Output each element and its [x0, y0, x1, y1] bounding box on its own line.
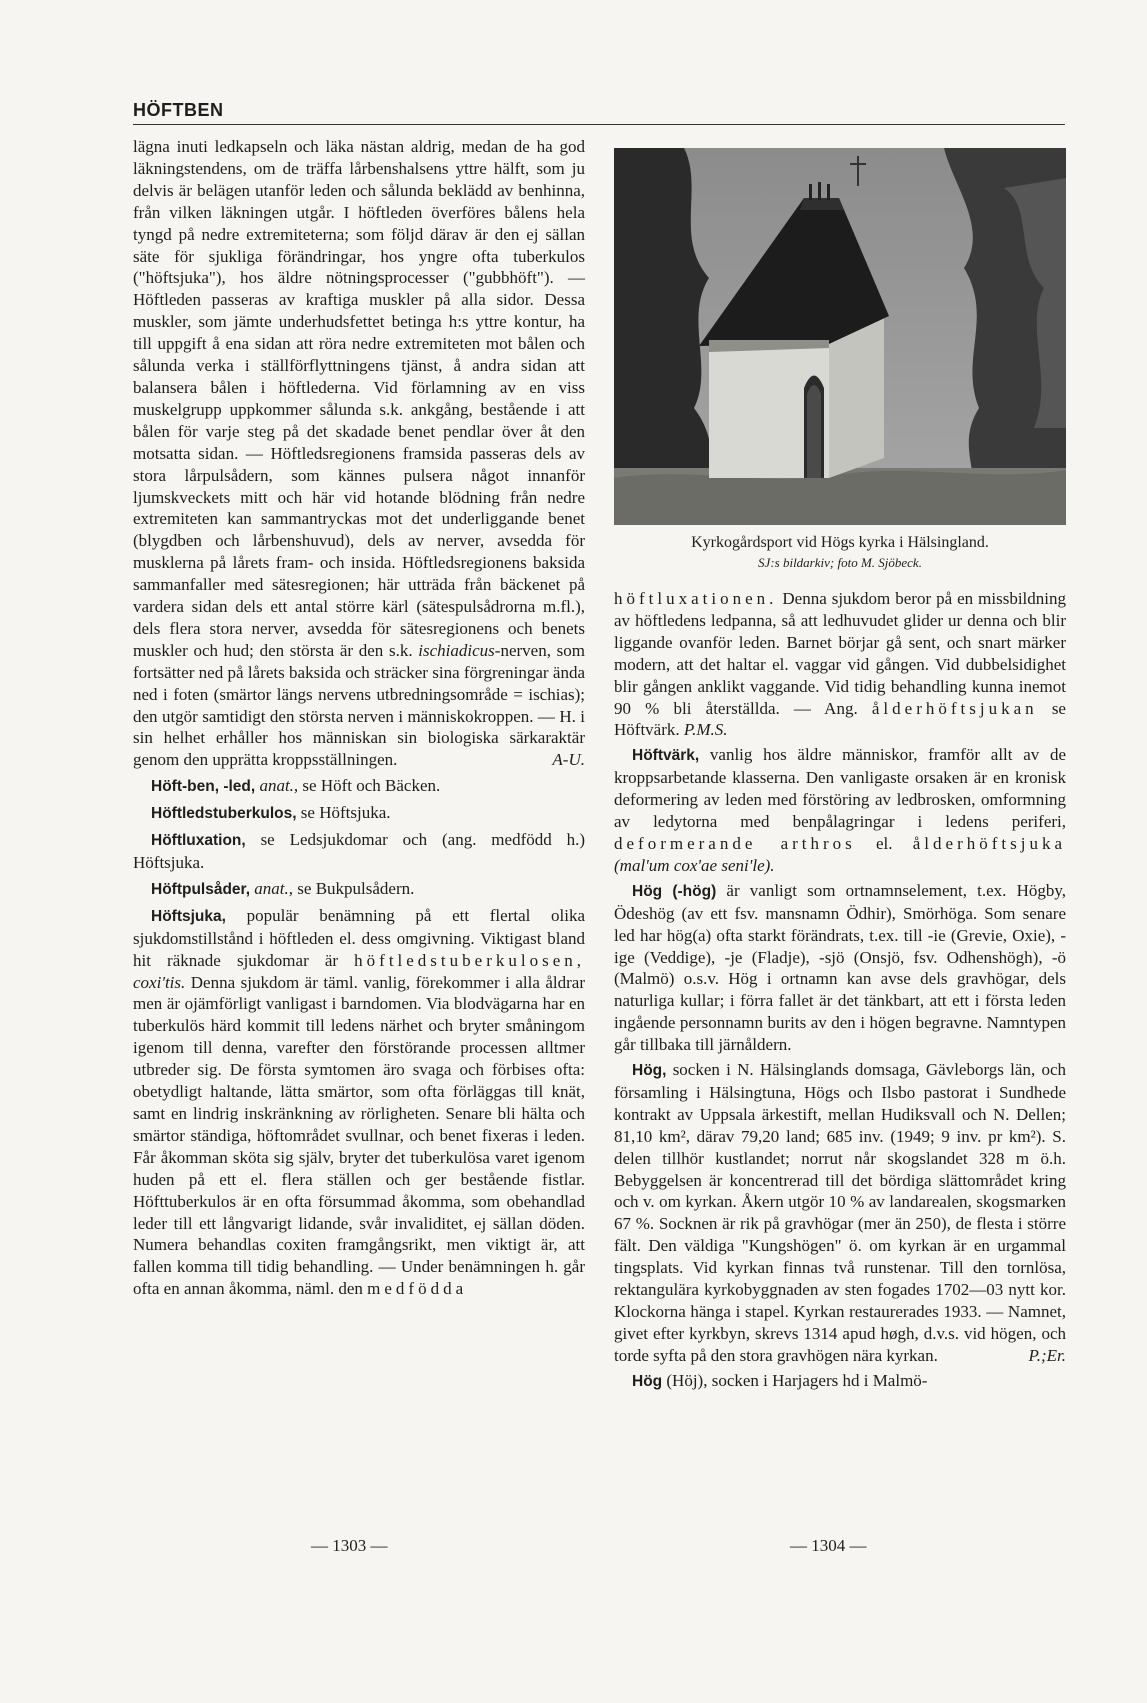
entry-text: se Bukpulsådern.: [293, 878, 415, 898]
entry-headword: Höft-ben, -led,: [151, 778, 256, 796]
entry-text: el.: [855, 833, 913, 853]
entry-headword: Höftvärk,: [632, 747, 700, 765]
entry-headword: Höftsjuka,: [151, 907, 226, 925]
entry-hoftsjuka: [133, 905, 585, 1300]
author-signature: P.;Er.: [1028, 1345, 1066, 1365]
entry-text: Denna sjukdom är täml. vanlig, förekommer i alla åldrar men är ojämförligt vanligast i barndomen. Via blodvägarna har en tuberkulös härd kommit till ledens närhet och bryter småningom igenom till denna, varefter den förstörande processen alltmer utbreder sig. De första symtomen äro svaga och förbises ofta: obetydligt haltande, lätta smärtor, som ofta förläggas till knät, samt en lindrig inskränkning av rörligheten. Senare bli hälta och smärtor ständiga, höftområdet svullnar, och benet fixeras i leden. Får åkomman sköta sig själv, bryter det tuberkulösa varet igenom huden på ett el. flera ställen och ger bestående fistlar. Höfttuberkulos är en ofta försummad åkomma, som obehandlad leder till ett långvarigt lidande, svår invaliditet, ej sällan döden. Numera behandlas coxiten framgångsrikt, men viktigt är, att fallen komma till tidig behandling. — Under benämningen h. går ofta en annan åkomma, näml. den: [133, 972, 585, 1299]
spaced-term: deformerande arthros: [614, 833, 856, 853]
entry-hoftvark: [614, 744, 1066, 876]
roof-ridge: [800, 198, 844, 210]
text-run: Denna sjukdom beror på en missbildning av höftledens ledpanna, så att ledhuvudet glider ur denna och blir liggande ovanför leden. Barnet börjar gå sent, och snart märker modern, att det haltar el. vaggar vid gången. Vid dubbelsidighet blir gången anklikt vaggande. Vid tidig behandling kunna inemot 90 % bli återställda. — Ang.: [614, 589, 1066, 718]
page-number-right: — 1304 —: [790, 1536, 867, 1555]
entry-abbreviation: anat.,: [259, 776, 299, 796]
spaced-term: höftledstuberkulosen,: [354, 950, 585, 970]
entry-headword: Hög: [632, 1372, 663, 1390]
running-head: HÖFTBEN: [133, 100, 224, 120]
paragraph-hoftluxation: [614, 588, 1066, 741]
entry-text: se Höft och Bäcken.: [298, 776, 441, 796]
entry-text: se Ledsjukdomar och (ang. medfödd h.) Höftsjuka.: [133, 830, 585, 872]
text-run: se Höftvärk.: [614, 698, 1066, 740]
italic-term: (mal'um cox'ae seni'le).: [614, 855, 775, 875]
spaced-term: medfödda: [367, 1279, 468, 1299]
photo-illustration: [614, 148, 1066, 525]
text-run: -nerven, som fortsätter ned på lårets baksida och sträcker sina förgreningar ända ned i foten (smärtor längs nervens utbredningsområde = ischias); den utgör samtidigt den största nerven i människokroppen. — H. i sin helhet erhåller hos människan sin biologiska särkaraktär genom den upprätta kroppsställningen.: [133, 640, 585, 770]
entry-headword: Hög,: [632, 1062, 667, 1080]
gate-doorway-inner: [807, 385, 821, 478]
entry-hog-malmo: [614, 1370, 1066, 1393]
header-rule: [133, 124, 1065, 125]
ridge-ornament: [827, 184, 830, 200]
spaced-term: ålderhöftsjuka: [912, 833, 1066, 853]
author-signature: P.M.S.: [683, 720, 728, 740]
text-run: lägna inuti ledkapseln och läka nästan aldrig, medan de ha god läkningstendens, om de träffa lårbenshalsens yttre hälft, som ju delvis är belägen utanför leden och sålunda beklädd av benhinna, från vilken läkningen utgår. I höftleden överföres bålens hela tyngd på nedre extremiteterna; som följd därav är den ej sällan säte för sjukliga förändringar, hos yngre ofta tuberkulos ("höftsjuka"), hos äldre nötningsprocesser ("gubbhöft"). — Höftleden passeras av kraftiga muskler på alla sidor. Dessa muskler, som jämte underhudsfettet betinga h:s yttre kontur, ha till uppgift å ena sidan att röra nedre extremiteten mot bålen och sålunda verka i ställförflyttningens tjänst, å andra sidan att balansera bålen i höftlederna. Vid förlamning av en viss muskelgrupp uppkommer sålunda s.k. ankgång, bestående i att bålen för varje steg på det skadade benet pendlar över åt den motsatta sidan. — Höftledsregionens framsida passeras dels av stora lårpulsådern, som kännes pulsera något innanför ljumskveckets mitt och här vid hotande blödning från nedre extremiteten kan sammantryckas mot det underliggande benet (blygdben och lårbenshuvud), dels av nerver, avsedda för musklerna på lårets fram- och insida. Höftledsregionens baksida sammanfaller med sätesregionen; här utträda från bäckenet på vardera sidan dels ett antal större kärl (sätespulsådrorna m.fl.), dels flera stora nerver, avsedda för sätesregionens och benets muskler och hud; den största är den s.k.: [133, 137, 585, 660]
entry-headword: Höftpulsåder,: [151, 880, 251, 898]
entry-text: se Höftsjuka.: [296, 803, 391, 823]
entry-hog-halsingland: [614, 1059, 1066, 1367]
entry-abbreviation: anat.,: [254, 878, 294, 898]
author-signature: A-U.: [552, 750, 585, 770]
paragraph-hip-anatomy: [133, 136, 585, 771]
entry-headword: Höftluxation,: [151, 832, 246, 850]
entry-headword: Höftledstuberkulos,: [151, 805, 297, 823]
italic-term: ischiadicus: [418, 640, 495, 660]
entry-hog-element: [614, 880, 1066, 1056]
photo-credit: SJ:s bildarkiv; foto M. Sjöbeck.: [758, 555, 922, 570]
entry-headword: Hög (-hög): [632, 882, 717, 900]
grass: [614, 470, 1066, 525]
italic-term: coxi'tis.: [133, 972, 186, 992]
church-gate-photo: [614, 148, 1066, 525]
ridge-ornament: [809, 184, 812, 200]
entry-text: socken i N. Hälsinglands domsaga, Gävleborgs län, och församling i Hälsingtuna, Högs och Ilsbo pastorat i Sundhede kontrakt av Uppsala ärkestift, mellan Hudiksvall och N. Dellen; 81,10 km², därav 79,20 land; 685 inv. (1949; 9 inv. pr km²). S. delen tillhör kustlandet; norrut når skogslandet 328 m ö.h. Bebyggelsen är koncentrerad till det bördiga slättområdet kring och v. om kyrkan. Åkern utgör 10 % av landarealen, skogsmarken 67 %. Socknen är rik på gravhögar (mer än 250), de flesta i större fält. Den väldiga "Kungshögen" ö. om kyrkan är en urgammal tingsplats. Vid kyrkan finnas två runstenar. Till den tornlösa, rektangulära kyrkobyggnaden av sten fogades 1702—03 nytt kor. Klockorna hänga i stapel. Kyrkan restaurerades 1933. — Namnet, givet efter kyrkbyn, skrevs 1314 apud høgh, d.v.s. vid högen, och torde syfta på den stora gravhögen nära kyrkan.: [614, 1060, 1066, 1365]
entry-text: populär benämning på ett flertal olika sjukdomstillstånd i höftleden el. dess omgivning. Viktigast bland hit räknade sjukdomar är: [133, 905, 585, 970]
spaced-term: ålderhöftsjukan: [871, 698, 1038, 718]
caption-text: Kyrkogårdsport vid Högs kyrka i Hälsingland.: [691, 534, 989, 551]
gate-cross: [857, 156, 859, 186]
entry-hoftledstuberkulos: [133, 802, 585, 825]
entry-text: vanlig hos äldre människor, framför allt av de kroppsarbetande klasserna. Den vanligaste orsaken är en kronisk deformering av leden med förstöring av ledbrosken, omformning av ledytorna med benpålagringar i ledens periferi,: [614, 745, 1066, 832]
entry-text: (Höj), socken i Harjagers hd i Malmö-: [662, 1370, 928, 1390]
entry-hoftluxation: [133, 829, 585, 874]
gate-cross-bar: [850, 163, 866, 165]
entry-hoft-ben: [133, 775, 585, 798]
figure-caption: [614, 533, 1066, 573]
entry-text: är vanligt som ortnamnselement, t.ex. Högby, Ödeshög (av ett fsv. mansnamn Ödhir), Smörhöga. Som senare led har hög(a) ofta starkt förändrats, t.ex. till -ie (Grevie, Oxie), -ige (Veddige), -je (Fladje), -sjö (Onsjö, fsv. Odhenshögh), -ö (Malmö) o.s.v. Hög i ortnamn kan avse dels gravhögar, dels naturliga kullar; i förra fallet är det tänkbart, att ett i första leden ingående personnamn burits av den i högen begravne. Namntypen går tillbaka till järnåldern.: [614, 880, 1067, 1055]
spaced-term: höftluxationen.: [614, 589, 778, 608]
left-column: [133, 136, 585, 1300]
right-column: [614, 588, 1066, 1393]
page-number-left: — 1303 —: [311, 1536, 388, 1555]
entry-hoftpulsader: [133, 878, 585, 901]
ridge-ornament: [818, 182, 821, 200]
